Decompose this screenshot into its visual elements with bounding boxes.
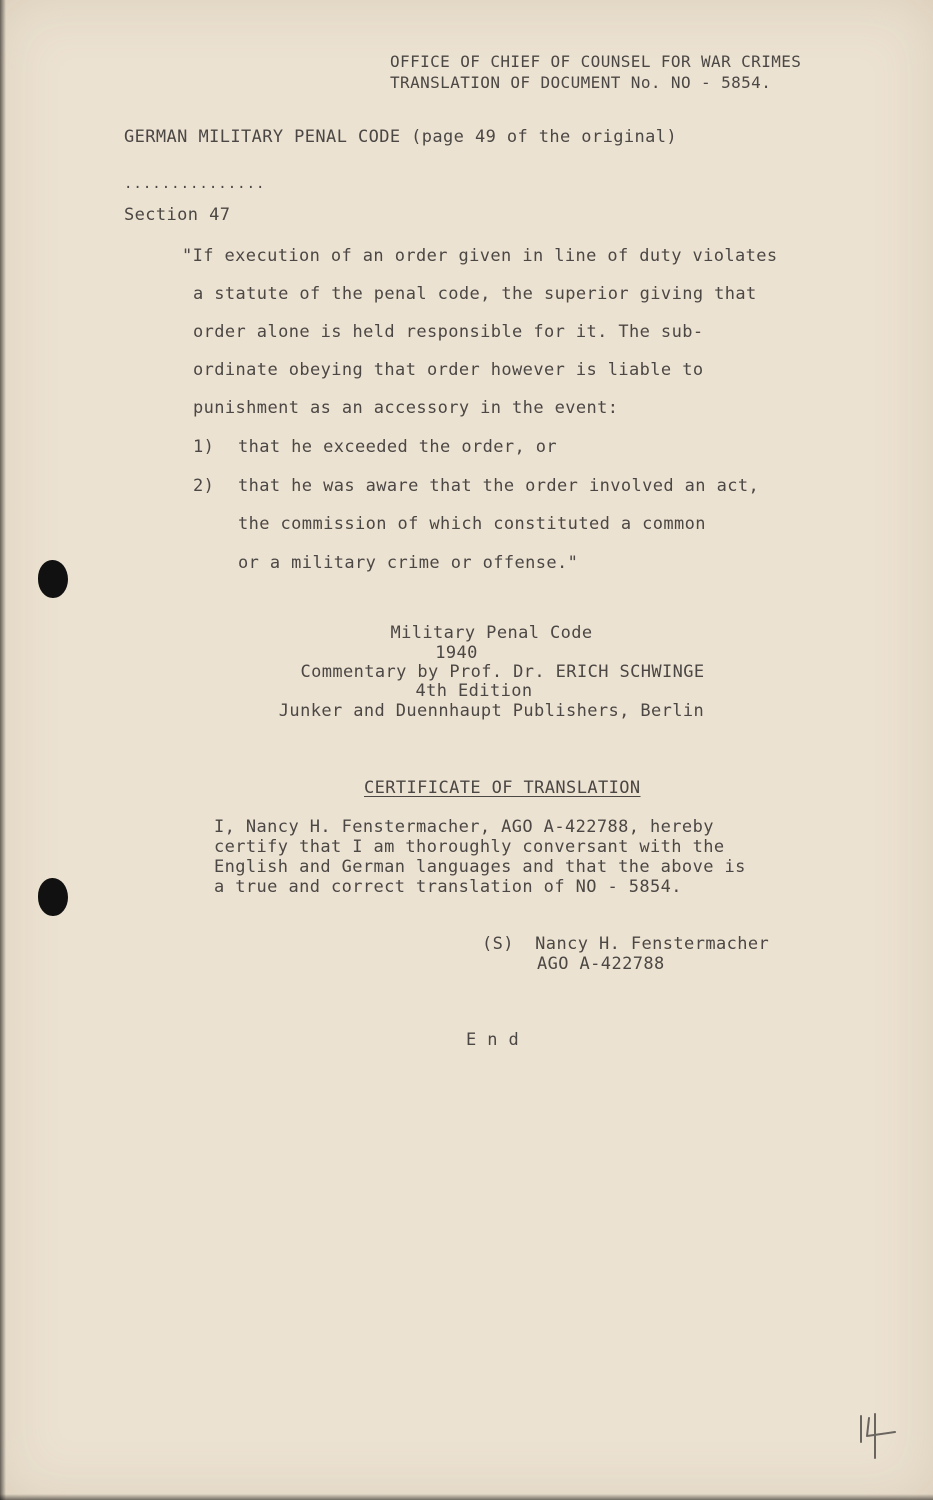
list-item-number: 2) <box>193 476 215 496</box>
certificate-line: I, Nancy H. Fenstermacher, AGO A-422788, hereby <box>214 817 714 837</box>
list-item-text: that he was aware that the order involved an act, <box>238 476 760 496</box>
certificate-line: a true and correct translation of NO - 5854. <box>214 877 682 897</box>
punch-hole-icon <box>38 560 68 598</box>
header-office-line: OFFICE OF CHIEF OF COUNSEL FOR WAR CRIMES <box>390 52 802 71</box>
quote-line: punishment as an accessory in the event: <box>193 398 619 418</box>
list-item-text: or a military crime or offense." <box>238 553 579 573</box>
quote-line: "If execution of an order given in line of duty violates <box>182 246 778 266</box>
source-line: Commentary by Prof. Dr. ERICH SCHWINGE <box>300 662 705 682</box>
source-line: 4th Edition <box>415 681 533 701</box>
ellipsis-dots: ............... <box>124 176 266 192</box>
header-translation-line: TRANSLATION OF DOCUMENT No. NO - 5854. <box>390 73 772 92</box>
document-title: GERMAN MILITARY PENAL CODE (page 49 of the original) <box>124 127 678 147</box>
list-item-text: the commission of which constituted a common <box>238 514 706 534</box>
list-item-number: 1) <box>193 437 215 457</box>
certificate-line: English and German languages and that the above is <box>214 857 746 877</box>
source-line: 1940 <box>435 643 478 663</box>
section-heading: Section 47 <box>124 205 231 225</box>
bottom-edge-shadow <box>0 1494 933 1500</box>
list-item-text: that he exceeded the order, or <box>238 437 558 457</box>
handwritten-page-number-icon <box>855 1408 915 1468</box>
source-line: Military Penal Code <box>390 623 593 643</box>
quote-line: a statute of the penal code, the superior giving that <box>193 284 757 304</box>
signature-ago-line: AGO A-422788 <box>537 954 665 974</box>
left-edge-shadow <box>0 0 6 1500</box>
certificate-heading: CERTIFICATE OF TRANSLATION <box>364 778 641 798</box>
end-text: E n d <box>466 1030 520 1050</box>
punch-hole-icon <box>38 878 68 916</box>
certificate-line: certify that I am thoroughly conversant with the <box>214 837 725 857</box>
quote-line: order alone is held responsible for it. The sub- <box>193 322 704 342</box>
source-line: Junker and Duennhaupt Publishers, Berlin <box>278 701 705 721</box>
quote-line: ordinate obeying that order however is liable to <box>193 360 704 380</box>
signature-line: (S) Nancy H. Fenstermacher <box>482 934 770 954</box>
